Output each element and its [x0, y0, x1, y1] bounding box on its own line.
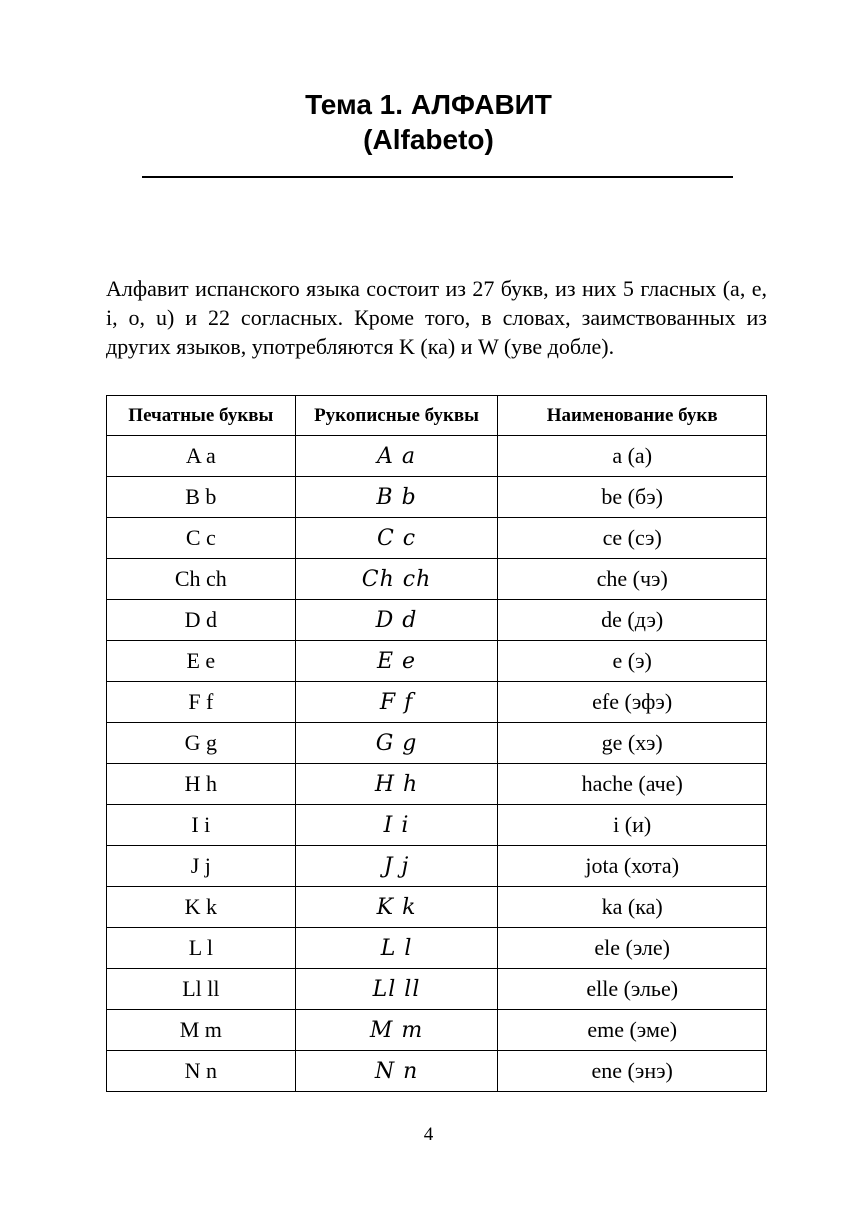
handwritten-letter-cell: F f	[295, 682, 498, 723]
handwritten-letter-cell: H h	[295, 764, 498, 805]
letter-name-cell: jota (хота)	[498, 846, 767, 887]
letter-name-cell: ce (сэ)	[498, 518, 767, 559]
printed-letter-cell: L l	[107, 928, 296, 969]
letter-name-cell: ka (ка)	[498, 887, 767, 928]
letter-name-cell: de (дэ)	[498, 600, 767, 641]
letter-name-cell: e (э)	[498, 641, 767, 682]
table-row	[107, 805, 767, 846]
letter-name-cell: be (бэ)	[498, 477, 767, 518]
table-row	[107, 1010, 767, 1051]
handwritten-letter-cell: Ch ch	[295, 559, 498, 600]
intro-paragraph	[106, 274, 767, 361]
handwritten-letter-cell: I i	[295, 805, 498, 846]
printed-letter-cell: Ch ch	[107, 559, 296, 600]
intro-text: Алфавит испанского языка состоит из 27 букв, из них 5 гласных (a, e, i, o, u) и 22 согласных. Кроме того, в словах, заимствованных из других языков, употребляются K (ка) и W (уве добле).	[106, 276, 767, 359]
table-row	[107, 600, 767, 641]
table-row	[107, 1051, 767, 1092]
handwritten-letter-cell: D d	[295, 600, 498, 641]
handwritten-letter-cell: B b	[295, 477, 498, 518]
printed-letter-cell: K k	[107, 887, 296, 928]
printed-letter-cell: N n	[107, 1051, 296, 1092]
handwritten-letter-cell: K k	[295, 887, 498, 928]
handwritten-letter-cell: Ll ll	[295, 969, 498, 1010]
alphabet-table	[106, 395, 767, 1092]
printed-letter-cell: H h	[107, 764, 296, 805]
title-subtitle: (Alfabeto)	[363, 124, 494, 155]
printed-letter-cell: C c	[107, 518, 296, 559]
header-handwritten-letters: Рукописные буквы	[295, 396, 498, 436]
printed-letter-cell: A a	[107, 436, 296, 477]
table-row	[107, 559, 767, 600]
title-divider	[142, 176, 733, 178]
handwritten-letter-cell: A a	[295, 436, 498, 477]
table-row	[107, 887, 767, 928]
letter-name-cell: elle (элье)	[498, 969, 767, 1010]
table-row	[107, 518, 767, 559]
title-main: Тема 1. АЛФАВИТ	[305, 89, 552, 120]
letter-name-cell: eme (эме)	[498, 1010, 767, 1051]
table-row	[107, 723, 767, 764]
handwritten-letter-cell: L l	[295, 928, 498, 969]
printed-letter-cell: J j	[107, 846, 296, 887]
table-row	[107, 682, 767, 723]
printed-letter-cell: E e	[107, 641, 296, 682]
printed-letter-cell: Ll ll	[107, 969, 296, 1010]
header-letter-names: Наименование букв	[498, 396, 767, 436]
printed-letter-cell: I i	[107, 805, 296, 846]
table-row	[107, 928, 767, 969]
printed-letter-cell: D d	[107, 600, 296, 641]
letter-name-cell: ene (энэ)	[498, 1051, 767, 1092]
table-row	[107, 764, 767, 805]
table-header-row	[107, 396, 767, 436]
handwritten-letter-cell: N n	[295, 1051, 498, 1092]
table-row	[107, 436, 767, 477]
header-printed-letters: Печатные буквы	[107, 396, 296, 436]
handwritten-letter-cell: C c	[295, 518, 498, 559]
letter-name-cell: hache (аче)	[498, 764, 767, 805]
handwritten-letter-cell: M m	[295, 1010, 498, 1051]
letter-name-cell: i (и)	[498, 805, 767, 846]
printed-letter-cell: M m	[107, 1010, 296, 1051]
letter-name-cell: ge (хэ)	[498, 723, 767, 764]
letter-name-cell: ele (эле)	[498, 928, 767, 969]
page-number: 4	[423, 1124, 434, 1145]
letter-name-cell: a (а)	[498, 436, 767, 477]
page-title	[0, 88, 857, 158]
printed-letter-cell: F f	[107, 682, 296, 723]
handwritten-letter-cell: E e	[295, 641, 498, 682]
letter-name-cell: efe (эфэ)	[498, 682, 767, 723]
table-row	[107, 846, 767, 887]
handwritten-letter-cell: J j	[295, 846, 498, 887]
handwritten-letter-cell: G g	[295, 723, 498, 764]
table-row	[107, 969, 767, 1010]
letter-name-cell: che (чэ)	[498, 559, 767, 600]
printed-letter-cell: B b	[107, 477, 296, 518]
printed-letter-cell: G g	[107, 723, 296, 764]
table-row	[107, 477, 767, 518]
table-row	[107, 641, 767, 682]
